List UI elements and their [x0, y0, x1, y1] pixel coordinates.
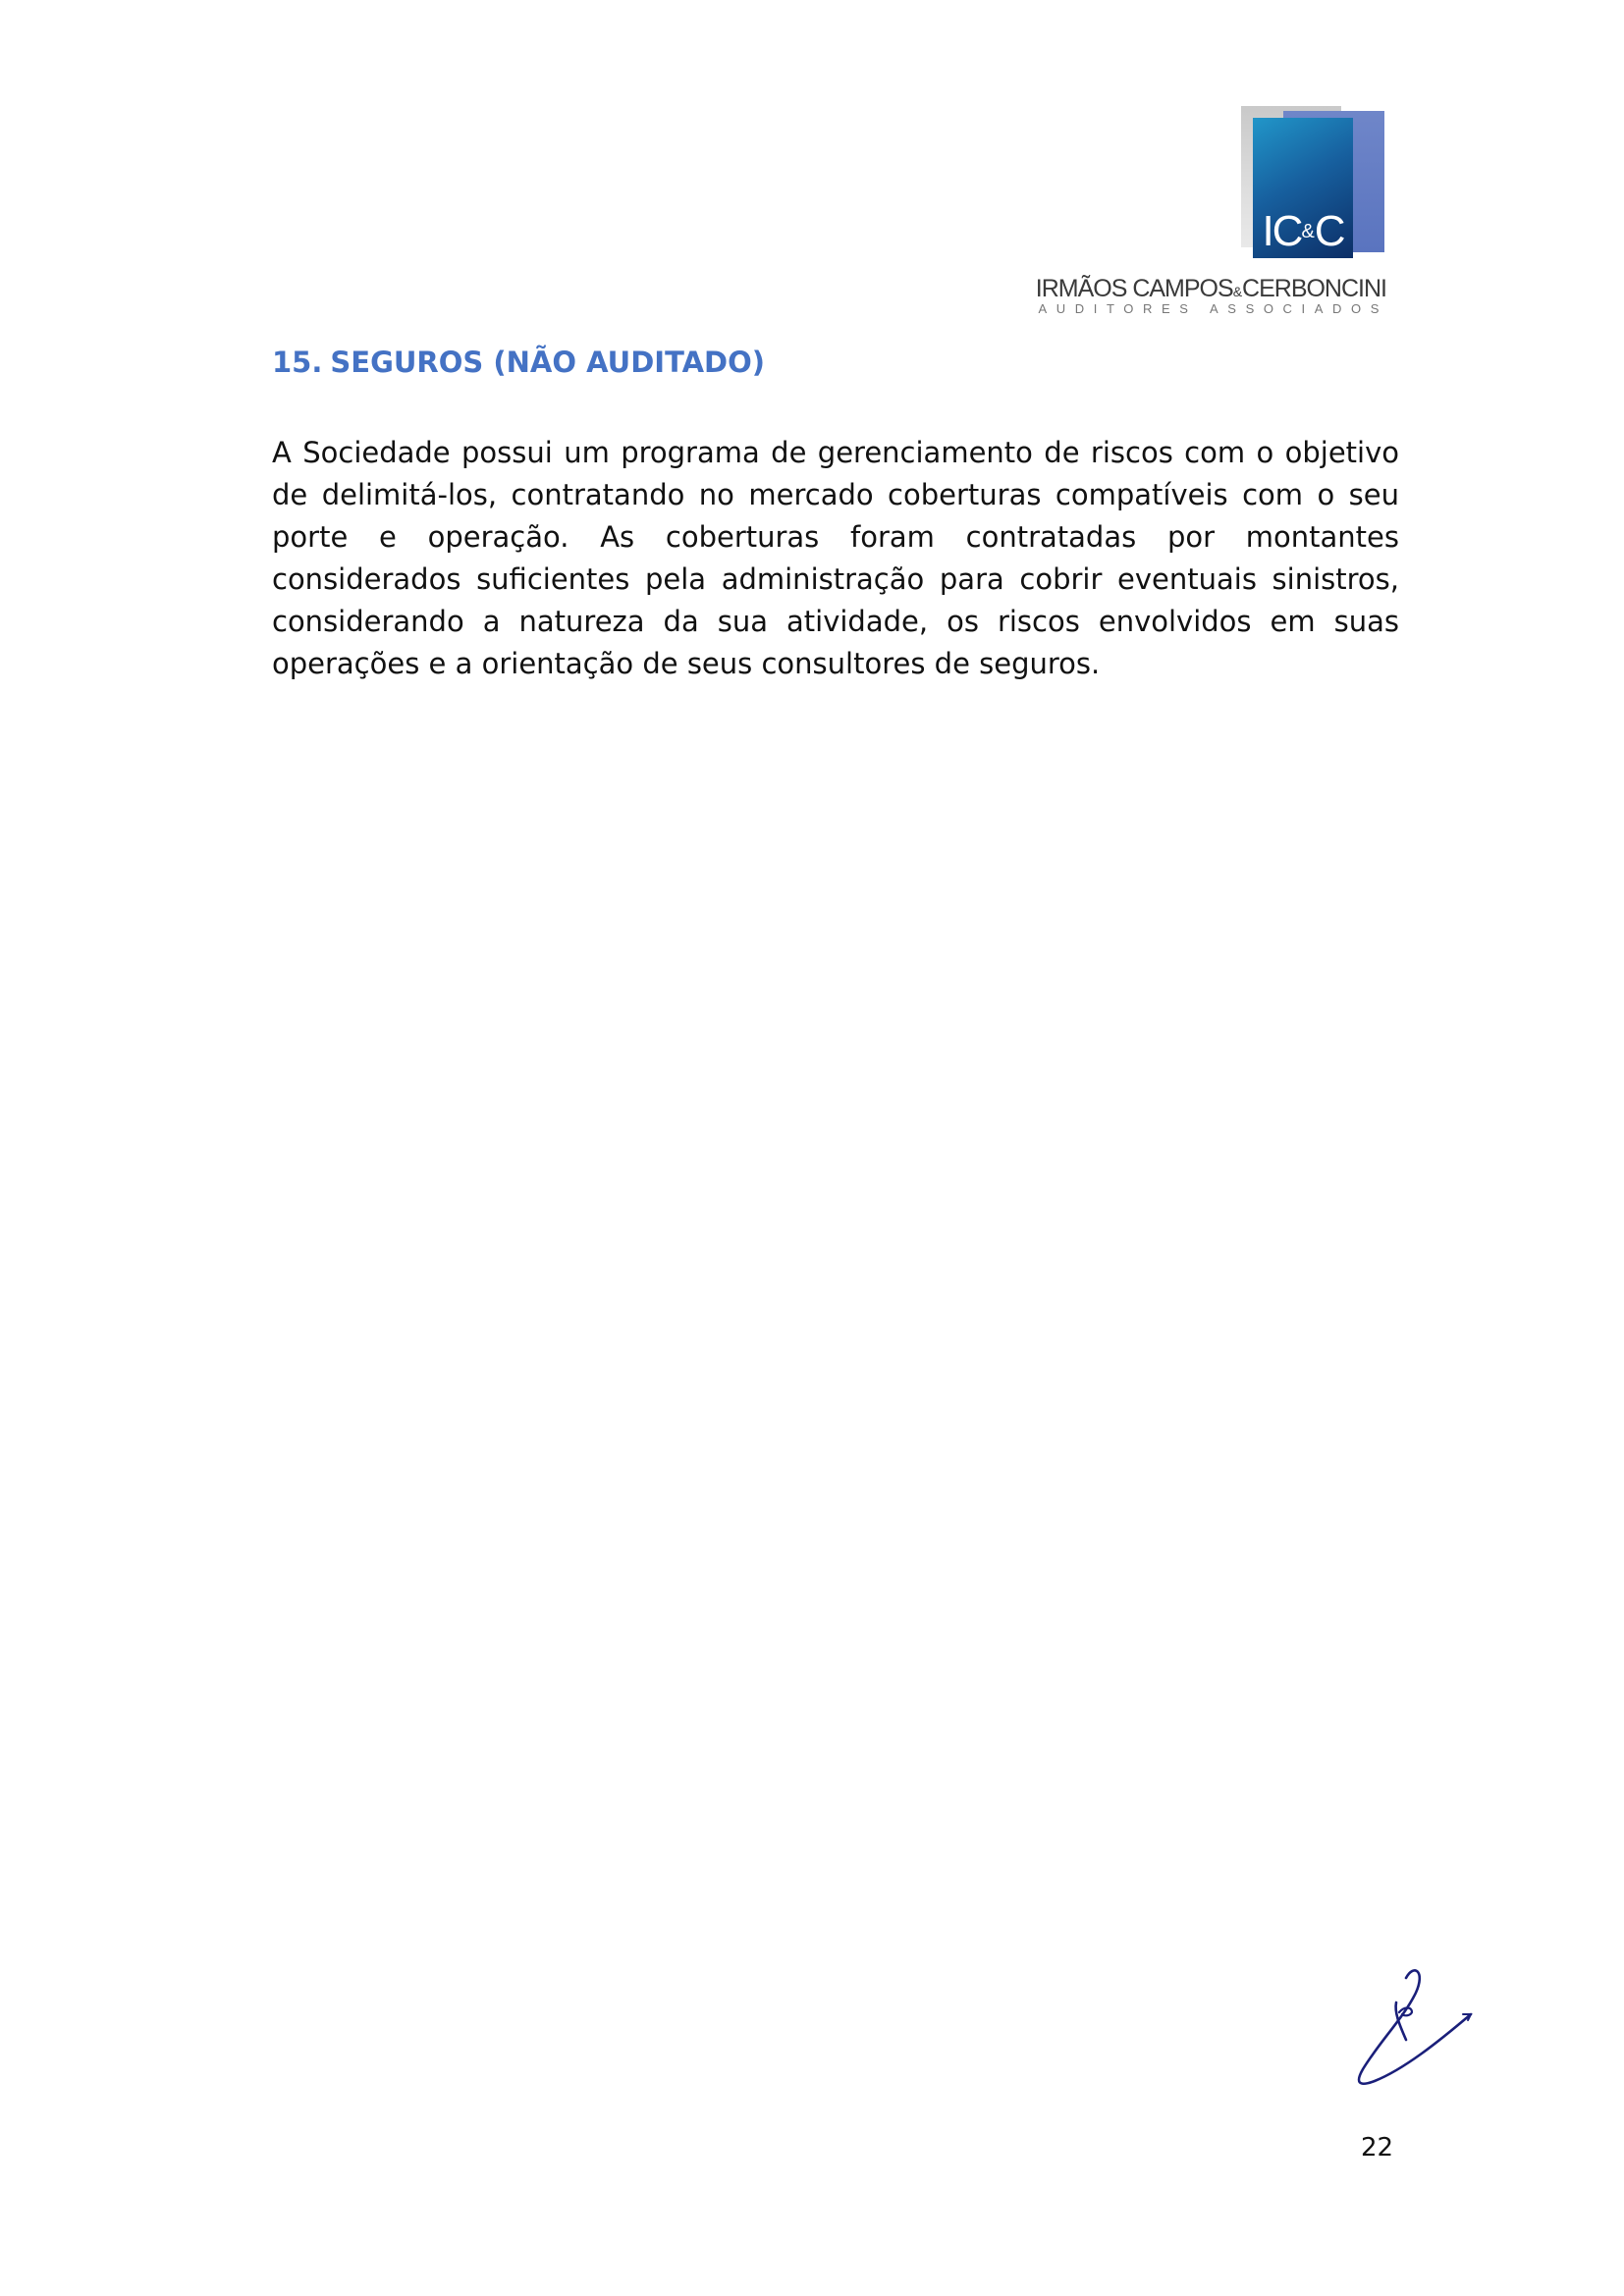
monogram-right: C: [1314, 207, 1344, 255]
logo-tagline: AUDITORES ASSOCIADOS: [1038, 301, 1388, 316]
logo-company-name: [1033, 275, 1386, 303]
company-name-left: IRMÃOS CAMPOS: [1035, 275, 1233, 302]
signature-icon: [1345, 1963, 1483, 2101]
section-title: SEGUROS (NÃO AUDITADO): [330, 346, 766, 379]
monogram-amp: &: [1301, 221, 1315, 242]
section-heading: [272, 346, 765, 379]
page-number: 22: [1361, 2133, 1394, 2163]
company-name-amp: &: [1232, 284, 1243, 299]
company-name-right: CERBONCINI: [1242, 275, 1386, 302]
section-paragraph: A Sociedade possui um programa de gerenciamento de riscos com o objetivo de delimitá-los, contratando no mercado coberturas compatíveis com o seu porte e operação. As coberturas foram contratadas por montantes considerados suficientes pela administração para cobrir eventuais sinistros, considerando a natureza da sua atividade, os riscos envolvidos em suas operações e a orientação de seus consultores de seguros.: [272, 436, 1399, 680]
company-logo: [1021, 98, 1394, 324]
section-number: 15.: [272, 346, 323, 379]
logo-monogram: [1253, 208, 1353, 255]
monogram-left: IC: [1262, 207, 1302, 255]
